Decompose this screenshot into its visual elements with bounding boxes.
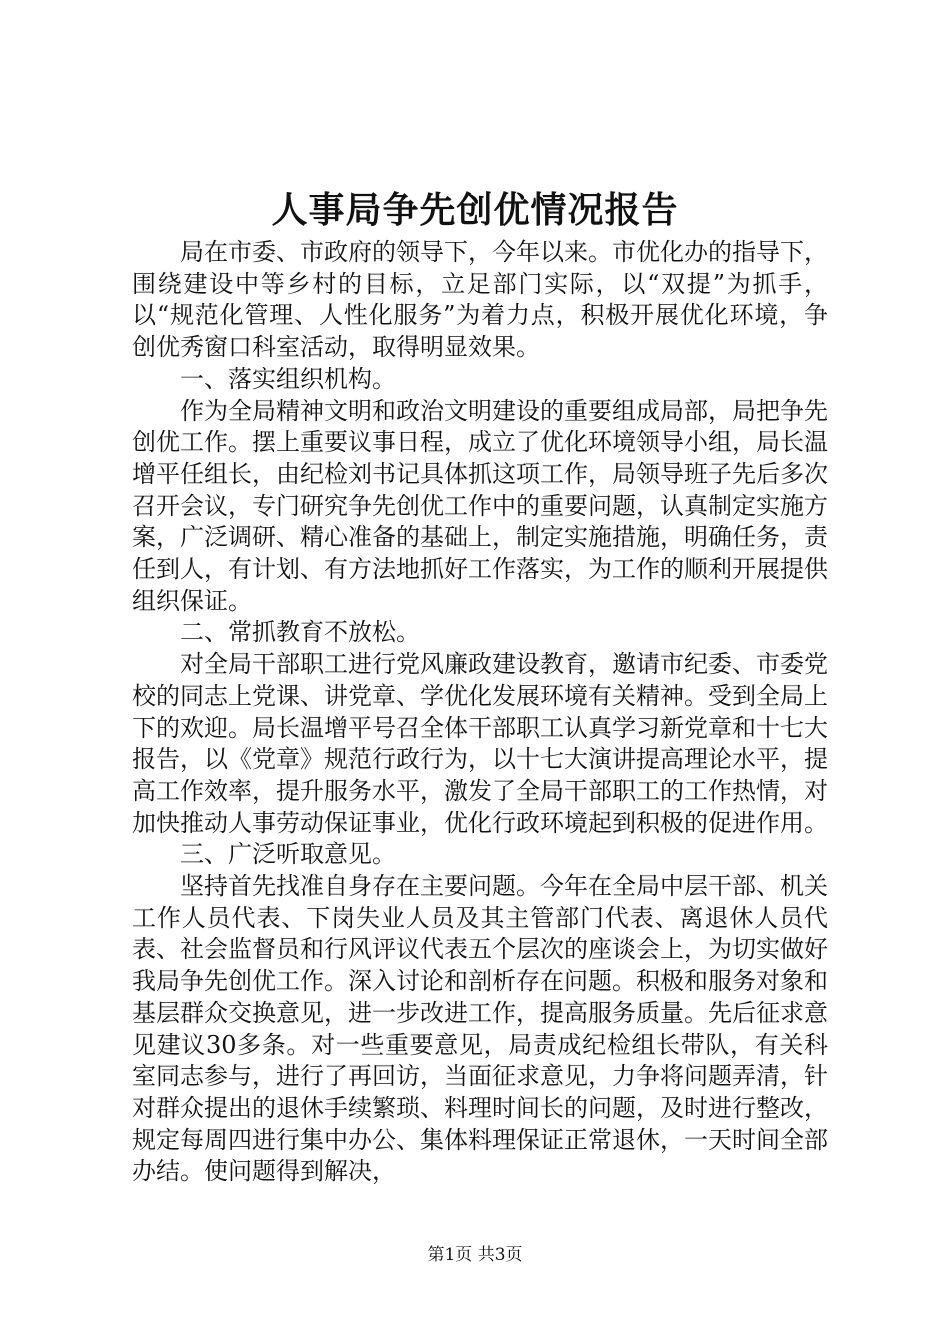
section-heading-2: 二、常抓教育不放松。 xyxy=(180,618,420,647)
section-heading-1: 一、落实组织机构。 xyxy=(180,364,396,393)
paragraph-intro: 局在市委、市政府的领导下，今年以来。市优化办的指导下，围绕建设中等乡村的目标，立足部门实际，以“双提”为抓手，以“规范化管理、人性化服务”为着力点，积极开展优化环境，争创优秀窗口科室活动，取得明显效果。 xyxy=(132,238,828,362)
document-title: 人事局争先创优情况报告 xyxy=(271,189,679,231)
document-body xyxy=(132,237,828,1188)
section-heading-3: 三、广泛听取意见。 xyxy=(180,840,396,869)
paragraph-section-2: 对全局干部职工进行党风廉政建设教育，邀请市纪委、市委党校的同志上党课、讲党章、学优化发展环境有关精神。受到全局上下的欢迎。局长温增平号召全体干部职工认真学习新党章和十七大报告，以《党章》规范行政行为，以十七大演讲提高理论水平，提高工作效率，提升服务水平，激发了全局干部职工的工作热情，对加快推动人事劳动保证事业，优化行政环境起到积极的促进作用。 xyxy=(132,650,828,837)
paragraph-section-3: 坚持首先找准自身存在主要问题。今年在全局中层干部、机关工作人员代表、下岗失业人员及其主管部门代表、离退休人员代表、社会监督员和行风评议代表五个层次的座谈会上，为切实做好我局争先创优工作。深入讨论和剖析存在问题。积极和服务对象和基层群众交换意见，进一步改进工作，提高服务质量。先后征求意见建议30多条。对一些重要意见，局责成纪检组长带队，有关科室同志参与，进行了再回访，当面征求意见，力争将问题弄清，针对群众提出的退休手续繁琐、料理时间长的问题，及时进行整改，规定每周四进行集中办公、集体料理保证正常退休，一天时间全部办结。使问题得到解决， xyxy=(132,872,828,1186)
paragraph-section-1: 作为全局精神文明和政治文明建设的重要组成局部，局把争先创优工作。摆上重要议事日程，成立了优化环境领导小组，局长温增平任组长，由纪检刘书记具体抓这项工作，局领导班子先后多次召开会议，专门研究争先创优工作中的重要问题，认真制定实施方案，广泛调研、精心准备的基础上，制定实施措施，明确任务，责任到人，有计划、有方法地抓好工作落实，为工作的顺利开展提供组织保证。 xyxy=(132,396,828,615)
page-number-footer: 第1页 共3页 xyxy=(427,1245,523,1265)
